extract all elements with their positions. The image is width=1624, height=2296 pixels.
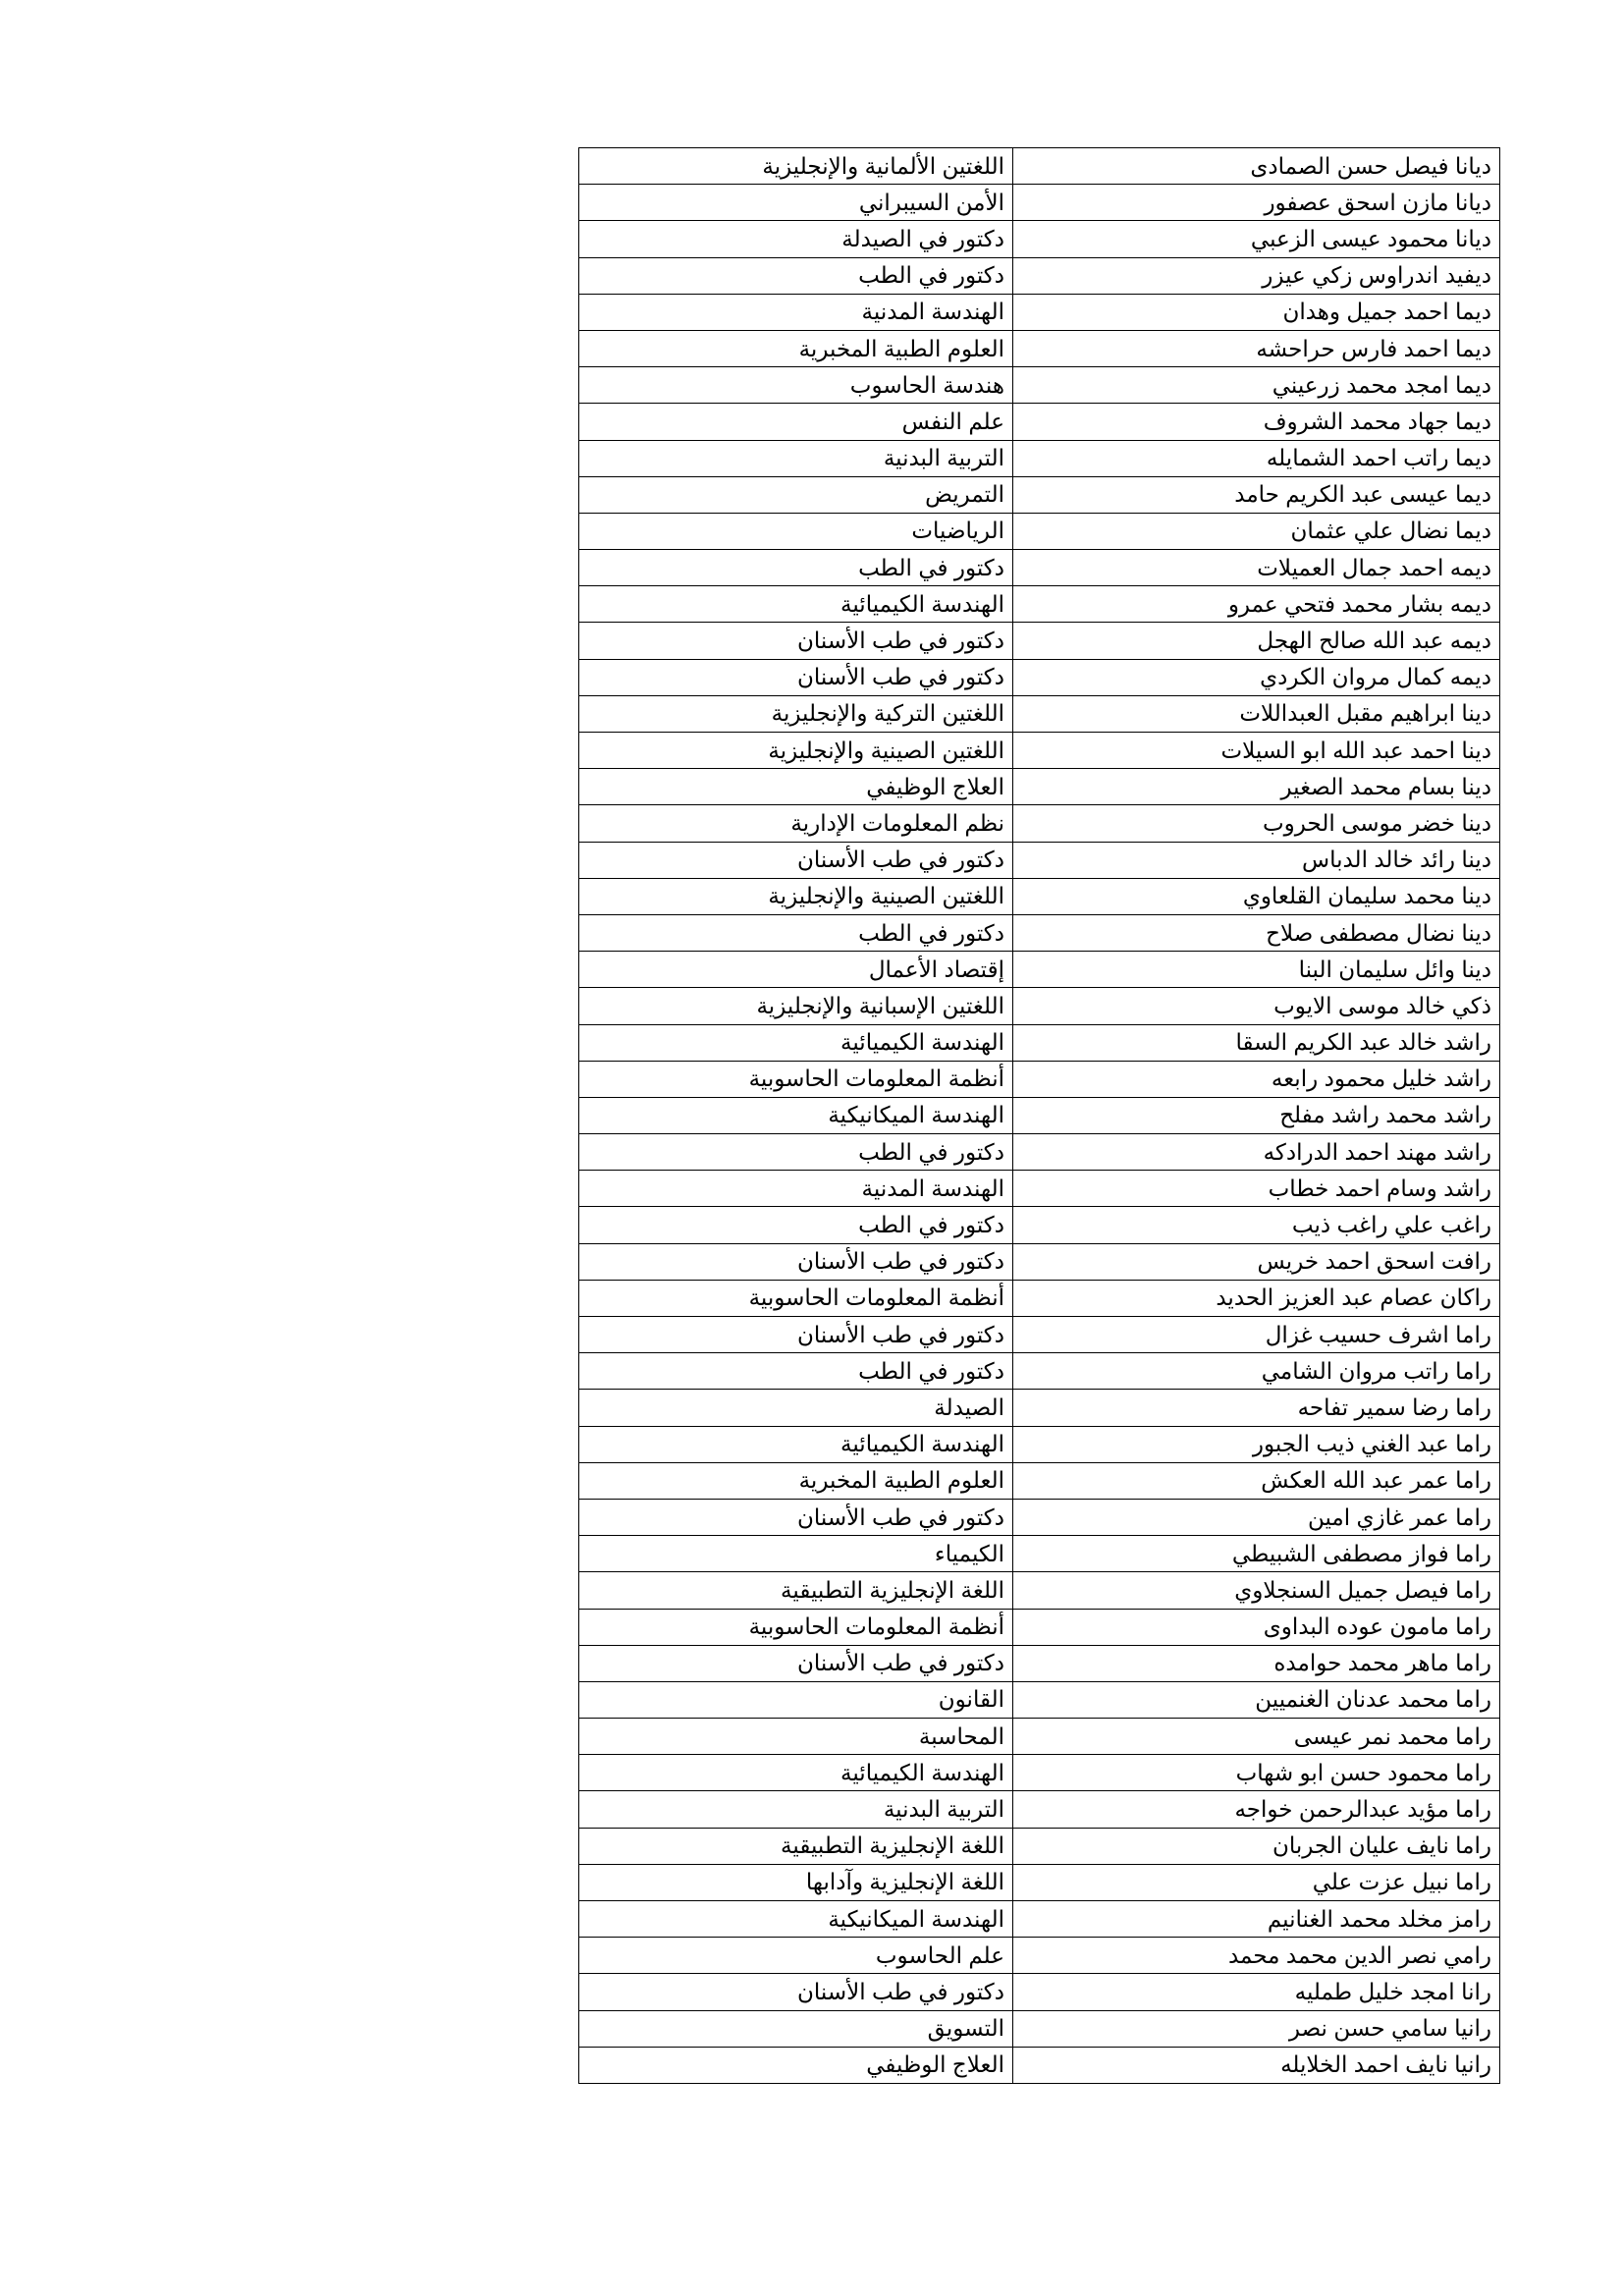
major-cell: الصيدلة bbox=[579, 1390, 1013, 1426]
major-cell: دكتور في طب الأسنان bbox=[579, 1645, 1013, 1681]
student-name-cell: دينا خضر موسى الحروب bbox=[1013, 805, 1500, 842]
table-row bbox=[579, 586, 1500, 623]
student-name-cell: دينا وائل سليمان البنا bbox=[1013, 952, 1500, 988]
table-row bbox=[579, 1719, 1500, 1755]
major-cell: الهندسة الكيميائية bbox=[579, 1024, 1013, 1061]
major-cell: دكتور في طب الأسنان bbox=[579, 623, 1013, 659]
major-cell: علم الحاسوب bbox=[579, 1938, 1013, 1974]
major-cell: الهندسة الكيميائية bbox=[579, 586, 1013, 623]
major-cell: الأمن السيبراني bbox=[579, 185, 1013, 221]
student-name-cell: ديما نضال علي عثمان bbox=[1013, 513, 1500, 549]
table-row bbox=[579, 733, 1500, 769]
student-name-cell: راشد مهند احمد الدرادكه bbox=[1013, 1134, 1500, 1171]
major-cell: الهندسة المدنية bbox=[579, 1171, 1013, 1207]
student-name-cell: راغب علي راغب ذيب bbox=[1013, 1207, 1500, 1243]
student-name-cell: راما مؤيد عبدالرحمن خواجه bbox=[1013, 1791, 1500, 1828]
major-cell: هندسة الحاسوب bbox=[579, 367, 1013, 404]
major-cell: الهندسة المدنية bbox=[579, 294, 1013, 330]
table-row bbox=[579, 805, 1500, 842]
major-cell: دكتور في الطب bbox=[579, 1134, 1013, 1171]
major-cell: الكيمياء bbox=[579, 1536, 1013, 1572]
major-cell: دكتور في الطب bbox=[579, 550, 1013, 586]
table-row bbox=[579, 914, 1500, 951]
table-row bbox=[579, 550, 1500, 586]
table-row bbox=[579, 1974, 1500, 2010]
table-row bbox=[579, 1791, 1500, 1828]
major-cell: اللغتين الألمانية والإنجليزية bbox=[579, 148, 1013, 185]
major-cell: التمريض bbox=[579, 476, 1013, 513]
table-row bbox=[579, 1134, 1500, 1171]
student-name-cell: ديما راتب احمد الشمايله bbox=[1013, 440, 1500, 476]
table-row bbox=[579, 1024, 1500, 1061]
table-row bbox=[579, 1462, 1500, 1499]
table-row bbox=[579, 1645, 1500, 1681]
major-cell: الهندسة الميكانيكية bbox=[579, 1901, 1013, 1938]
student-name-cell: راكان عصام عبد العزيز الحديد bbox=[1013, 1280, 1500, 1316]
table-row bbox=[579, 2047, 1500, 2083]
student-name-cell: دينا رائد خالد الدباس bbox=[1013, 842, 1500, 878]
student-name-cell: رانيا نايف احمد الخلايله bbox=[1013, 2047, 1500, 2083]
table-row bbox=[579, 330, 1500, 366]
student-name-cell: ديانا مازن اسحق عصفور bbox=[1013, 185, 1500, 221]
major-cell: أنظمة المعلومات الحاسوبية bbox=[579, 1280, 1013, 1316]
student-name-cell: راشد محمد راشد مفلح bbox=[1013, 1097, 1500, 1133]
table-row bbox=[579, 1609, 1500, 1645]
major-cell: أنظمة المعلومات الحاسوبية bbox=[579, 1609, 1013, 1645]
student-name-cell: راما محمد نمر عيسى bbox=[1013, 1719, 1500, 1755]
major-cell: دكتور في طب الأسنان bbox=[579, 1974, 1013, 2010]
student-name-cell: ديما احمد جميل وهدان bbox=[1013, 294, 1500, 330]
major-cell: العلاج الوظيفي bbox=[579, 769, 1013, 805]
student-name-cell: رانيا سامي حسن نصر bbox=[1013, 2010, 1500, 2047]
major-cell: دكتور في الطب bbox=[579, 257, 1013, 294]
student-name-cell: ديمه بشار محمد فتحي عمرو bbox=[1013, 586, 1500, 623]
student-name-cell: راما راتب مروان الشامي bbox=[1013, 1353, 1500, 1390]
major-cell: دكتور في طب الأسنان bbox=[579, 1243, 1013, 1280]
table-row bbox=[579, 1901, 1500, 1938]
student-major-table bbox=[578, 147, 1500, 2084]
table-row bbox=[579, 1097, 1500, 1133]
major-cell: اللغة الإنجليزية وآدابها bbox=[579, 1864, 1013, 1900]
table-row bbox=[579, 1499, 1500, 1535]
table-row bbox=[579, 2010, 1500, 2047]
table-row bbox=[579, 1938, 1500, 1974]
student-name-cell: ديفيد اندراوس زكي عيزر bbox=[1013, 257, 1500, 294]
table-row bbox=[579, 1828, 1500, 1864]
student-name-cell: راما ماهر محمد حوامده bbox=[1013, 1645, 1500, 1681]
major-cell: اللغتين التركية والإنجليزية bbox=[579, 695, 1013, 732]
major-cell: علم النفس bbox=[579, 404, 1013, 440]
major-cell: دكتور في طب الأسنان bbox=[579, 842, 1013, 878]
table-row bbox=[579, 1353, 1500, 1390]
student-name-cell: دينا احمد عبد الله ابو السيلات bbox=[1013, 733, 1500, 769]
table-row bbox=[579, 404, 1500, 440]
student-name-cell: ديانا محمود عيسى الزعبي bbox=[1013, 221, 1500, 257]
student-name-cell: راشد خليل محمود رابعه bbox=[1013, 1061, 1500, 1097]
major-cell: المحاسبة bbox=[579, 1719, 1013, 1755]
table-row bbox=[579, 1390, 1500, 1426]
student-name-cell: راما عبد الغني ذيب الجبور bbox=[1013, 1426, 1500, 1462]
major-cell: اللغتين الصينية والإنجليزية bbox=[579, 733, 1013, 769]
table-row bbox=[579, 1317, 1500, 1353]
student-name-cell: ديما عيسى عبد الكريم حامد bbox=[1013, 476, 1500, 513]
student-name-cell: رامز مخلد محمد الغنانيم bbox=[1013, 1901, 1500, 1938]
table-row bbox=[579, 148, 1500, 185]
student-name-cell: راما نايف عليان الجربان bbox=[1013, 1828, 1500, 1864]
student-name-cell: دينا ابراهيم مقبل العبداللات bbox=[1013, 695, 1500, 732]
major-cell: اللغة الإنجليزية التطبيقية bbox=[579, 1828, 1013, 1864]
major-cell: القانون bbox=[579, 1681, 1013, 1718]
table-row bbox=[579, 659, 1500, 695]
major-cell: العلاج الوظيفي bbox=[579, 2047, 1013, 2083]
major-cell: العلوم الطبية المخبرية bbox=[579, 330, 1013, 366]
table-row bbox=[579, 623, 1500, 659]
student-name-cell: ديانا فيصل حسن الصمادى bbox=[1013, 148, 1500, 185]
student-name-cell: ديما احمد فارس حراحشه bbox=[1013, 330, 1500, 366]
major-cell: الهندسة الكيميائية bbox=[579, 1755, 1013, 1791]
major-cell: التربية البدنية bbox=[579, 440, 1013, 476]
table-row bbox=[579, 1061, 1500, 1097]
student-name-cell: دينا بسام محمد الصغير bbox=[1013, 769, 1500, 805]
table-row bbox=[579, 1681, 1500, 1718]
table-row bbox=[579, 1536, 1500, 1572]
major-cell: التربية البدنية bbox=[579, 1791, 1013, 1828]
table-row bbox=[579, 476, 1500, 513]
student-name-cell: راما عمر غازي امين bbox=[1013, 1499, 1500, 1535]
major-cell: أنظمة المعلومات الحاسوبية bbox=[579, 1061, 1013, 1097]
table-row bbox=[579, 1280, 1500, 1316]
major-cell: نظم المعلومات الإدارية bbox=[579, 805, 1013, 842]
student-name-cell: راما عمر عبد الله العكش bbox=[1013, 1462, 1500, 1499]
student-name-cell: راما فواز مصطفى الشبيطي bbox=[1013, 1536, 1500, 1572]
table-row bbox=[579, 1207, 1500, 1243]
table-row bbox=[579, 695, 1500, 732]
table-row bbox=[579, 1243, 1500, 1280]
student-name-cell: راما نبيل عزت علي bbox=[1013, 1864, 1500, 1900]
major-cell: اللغتين الصينية والإنجليزية bbox=[579, 878, 1013, 914]
student-name-cell: دينا نضال مصطفى صلاح bbox=[1013, 914, 1500, 951]
table-row bbox=[579, 440, 1500, 476]
student-name-cell: راشد وسام احمد خطاب bbox=[1013, 1171, 1500, 1207]
student-name-cell: ديما جهاد محمد الشروف bbox=[1013, 404, 1500, 440]
table-row bbox=[579, 1171, 1500, 1207]
major-cell: إقتصاد الأعمال bbox=[579, 952, 1013, 988]
major-cell: دكتور في طب الأسنان bbox=[579, 1499, 1013, 1535]
table-row bbox=[579, 1426, 1500, 1462]
student-name-cell: راما مامون عوده البداوى bbox=[1013, 1609, 1500, 1645]
student-name-cell: راشد خالد عبد الكريم السقا bbox=[1013, 1024, 1500, 1061]
major-cell: اللغة الإنجليزية التطبيقية bbox=[579, 1572, 1013, 1609]
major-cell: دكتور في الطب bbox=[579, 1353, 1013, 1390]
student-name-cell: راما محمود حسن ابو شهاب bbox=[1013, 1755, 1500, 1791]
table-body bbox=[579, 148, 1500, 2084]
major-cell: دكتور في الطب bbox=[579, 1207, 1013, 1243]
student-name-cell: ديمه احمد جمال العميلات bbox=[1013, 550, 1500, 586]
student-name-cell: دينا محمد سليمان القلعاوي bbox=[1013, 878, 1500, 914]
table-row bbox=[579, 221, 1500, 257]
student-name-cell: رانا امجد خليل طمليه bbox=[1013, 1974, 1500, 2010]
table-row bbox=[579, 185, 1500, 221]
student-name-cell: راما محمد عدنان الغنميين bbox=[1013, 1681, 1500, 1718]
table-row bbox=[579, 1864, 1500, 1900]
major-cell: اللغتين الإسبانية والإنجليزية bbox=[579, 988, 1013, 1024]
student-name-cell: راما فيصل جميل السنجلاوي bbox=[1013, 1572, 1500, 1609]
table-row bbox=[579, 513, 1500, 549]
table-row bbox=[579, 1755, 1500, 1791]
table-row bbox=[579, 988, 1500, 1024]
table-row bbox=[579, 842, 1500, 878]
table-row bbox=[579, 878, 1500, 914]
table-row bbox=[579, 367, 1500, 404]
student-name-cell: رامي نصر الدين محمد محمد bbox=[1013, 1938, 1500, 1974]
student-name-cell: ديمه عبد الله صالح الهجل bbox=[1013, 623, 1500, 659]
table-row bbox=[579, 952, 1500, 988]
major-cell: الهندسة الكيميائية bbox=[579, 1426, 1013, 1462]
major-cell: دكتور في طب الأسنان bbox=[579, 1317, 1013, 1353]
major-cell: دكتور في طب الأسنان bbox=[579, 659, 1013, 695]
table-row bbox=[579, 294, 1500, 330]
major-cell: دكتور في الصيدلة bbox=[579, 221, 1013, 257]
student-name-cell: راما اشرف حسيب غزال bbox=[1013, 1317, 1500, 1353]
table-row bbox=[579, 257, 1500, 294]
major-cell: الرياضيات bbox=[579, 513, 1013, 549]
table-row bbox=[579, 769, 1500, 805]
major-cell: التسويق bbox=[579, 2010, 1013, 2047]
major-cell: العلوم الطبية المخبرية bbox=[579, 1462, 1013, 1499]
major-cell: دكتور في الطب bbox=[579, 914, 1013, 951]
student-name-cell: ذكي خالد موسى الايوب bbox=[1013, 988, 1500, 1024]
student-name-cell: رافت اسحق احمد خريس bbox=[1013, 1243, 1500, 1280]
student-name-cell: ديما امجد محمد زرعيني bbox=[1013, 367, 1500, 404]
table-row bbox=[579, 1572, 1500, 1609]
student-name-cell: ديمه كمال مروان الكردي bbox=[1013, 659, 1500, 695]
major-cell: الهندسة الميكانيكية bbox=[579, 1097, 1013, 1133]
student-name-cell: راما رضا سمير تفاحه bbox=[1013, 1390, 1500, 1426]
